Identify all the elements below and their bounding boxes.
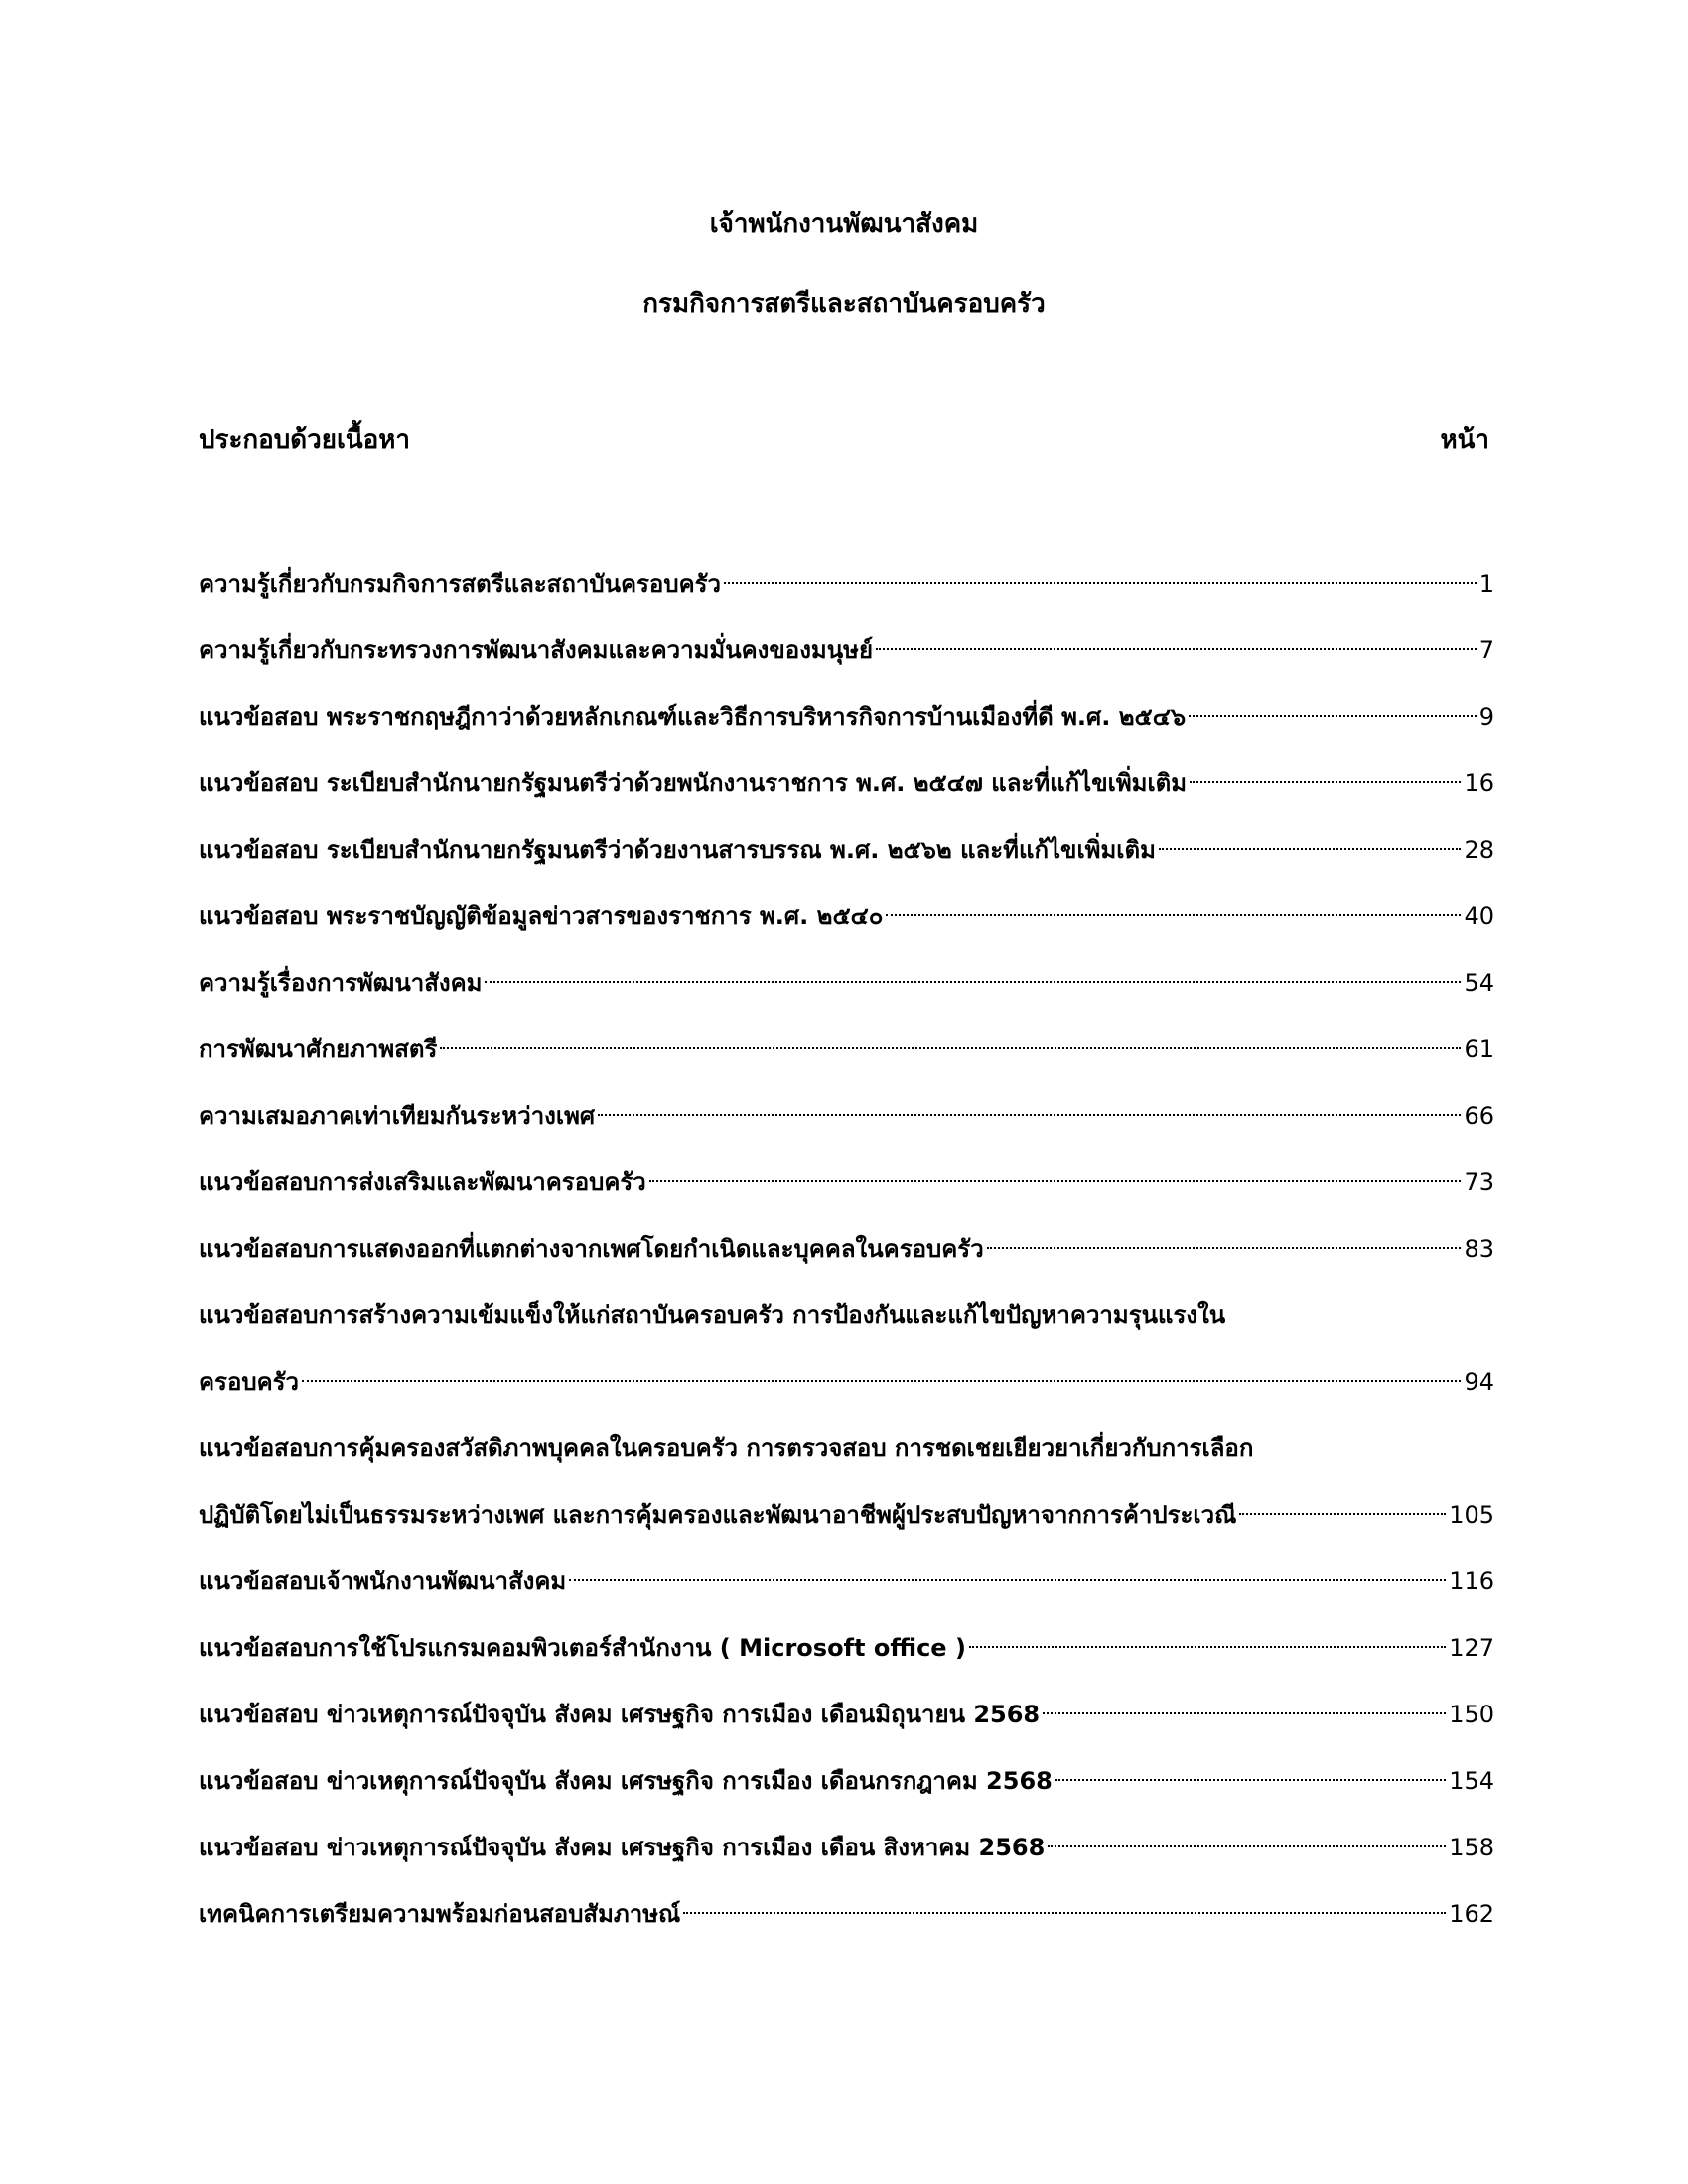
toc-entry-text: แนวข้อสอบการสร้างความเข้มแข็งให้แก่สถาบันครอบครัว การป้องกันและแก้ไขปัญหาความรุนแรงใน (199, 1301, 1226, 1329)
contents-label: ประกอบด้วยเนื้อหา (199, 424, 411, 455)
dot-leader (649, 1180, 1462, 1182)
toc-entry[interactable] (199, 551, 1494, 617)
toc-header (199, 419, 1489, 459)
toc-entry-text: แนวข้อสอบการคุ้มครองสวัสดิภาพบุคคลในครอบครัว การตรวจสอบ การชดเชยเยียวยาเกี่ยวกับการเลือก (199, 1434, 1254, 1462)
dot-leader (876, 648, 1477, 650)
toc-entry[interactable] (199, 1615, 1494, 1682)
page-label: หน้า (1440, 424, 1489, 455)
toc-entry-text: แนวข้อสอบ พระราชกฤษฎีกาว่าด้วยหลักเกณฑ์และวิธีการบริหารกิจการบ้านเมืองที่ดี พ.ศ. ๒๕๔๖ (199, 703, 1187, 731)
toc-entry-text: ครอบครัว (199, 1368, 300, 1396)
toc-page-number: 73 (1464, 1168, 1494, 1196)
toc-entry-text: แนวข้อสอบการส่งเสริมและพัฒนาครอบครัว (199, 1168, 646, 1196)
toc-page-number: 66 (1464, 1102, 1494, 1130)
toc-entry-text: ปฏิบัติโดยไม่เป็นธรรมระหว่างเพศ และการคุ้มครองและพัฒนาอาชีพผู้ประสบปัญหาจากการค้าประเวณี (199, 1501, 1237, 1529)
toc-entry[interactable] (199, 617, 1494, 684)
dot-leader (987, 1247, 1462, 1249)
dot-leader (598, 1114, 1461, 1116)
table-of-contents (199, 551, 1494, 1948)
toc-entry-text: แนวข้อสอบการแสดงออกที่แตกต่างจากเพศโดยกำเนิดและบุคคลในครอบครัว (199, 1235, 984, 1263)
dot-leader (1190, 781, 1461, 783)
toc-entry[interactable] (199, 1416, 1494, 1549)
toc-page-number: 7 (1478, 636, 1494, 664)
dot-leader (302, 1380, 1461, 1382)
dot-leader (440, 1047, 1461, 1049)
toc-page-number: 40 (1464, 902, 1494, 930)
toc-page-number: 61 (1464, 1035, 1494, 1063)
toc-entry[interactable] (199, 1283, 1494, 1416)
toc-entry-text: ความเสมอภาคเท่าเทียมกันระหว่างเพศ (199, 1102, 596, 1130)
toc-page-number: 150 (1449, 1701, 1494, 1728)
dot-leader (1048, 1845, 1446, 1847)
toc-page-number: 1 (1478, 570, 1494, 598)
toc-entry-text: การพัฒนาศักยภาพสตรี (199, 1035, 438, 1063)
toc-entry-text: แนวข้อสอบ ระเบียบสำนักนายกรัฐมนตรีว่าด้วยงานสารบรรณ พ.ศ. ๒๕๖๒ และที่แก้ไขเพิ่มเติม (199, 836, 1156, 864)
toc-entry[interactable] (199, 1083, 1494, 1150)
toc-page-number: 54 (1464, 969, 1494, 997)
dot-leader (569, 1579, 1446, 1581)
dot-leader (1159, 848, 1462, 850)
dot-leader (724, 582, 1477, 584)
toc-entry[interactable] (199, 950, 1494, 1017)
toc-page-number: 127 (1449, 1634, 1494, 1662)
toc-page-number: 154 (1449, 1767, 1494, 1795)
toc-entry-text: แนวข้อสอบ พระราชบัญญัติข้อมูลข่าวสารของราชการ พ.ศ. ๒๕๔๐ (199, 902, 884, 930)
toc-entry-text: ความรู้เกี่ยวกับกรมกิจการสตรีและสถาบันครอบครัว (199, 570, 721, 598)
toc-entry-text: แนวข้อสอบ ข่าวเหตุการณ์ปัจจุบัน สังคม เศรษฐกิจ การเมือง เดือน สิงหาคม 2568 (199, 1834, 1046, 1861)
toc-entry[interactable] (199, 1748, 1494, 1815)
toc-page-number: 83 (1464, 1235, 1494, 1263)
toc-entry[interactable] (199, 751, 1494, 817)
toc-page-number: 162 (1449, 1900, 1494, 1928)
toc-page-number: 16 (1464, 769, 1494, 797)
dot-leader (485, 981, 1461, 983)
toc-page-number: 9 (1478, 703, 1494, 731)
toc-entry[interactable] (199, 1216, 1494, 1283)
document-title: เจ้าพนักงานพัฒนาสังคม (709, 209, 979, 239)
toc-entry-text: แนวข้อสอบการใช้โปรแกรมคอมพิวเตอร์สำนักงาน ( Microsoft office ) (199, 1634, 966, 1662)
toc-page-number: 116 (1449, 1568, 1494, 1595)
toc-entry-text: แนวข้อสอบ ข่าวเหตุการณ์ปัจจุบัน สังคม เศรษฐกิจ การเมือง เดือนมิถุนายน 2568 (199, 1701, 1041, 1728)
toc-entry-text: ความรู้เรื่องการพัฒนาสังคม (199, 969, 483, 997)
toc-entry[interactable] (199, 1017, 1494, 1083)
toc-entry[interactable] (199, 684, 1494, 751)
dot-leader (886, 914, 1461, 916)
toc-page-number: 105 (1449, 1501, 1494, 1529)
dot-leader (1239, 1513, 1446, 1515)
toc-entry[interactable] (199, 1549, 1494, 1615)
toc-entry[interactable] (199, 1815, 1494, 1881)
dot-leader (683, 1912, 1446, 1914)
dot-leader (1189, 715, 1477, 717)
toc-entry-text: ความรู้เกี่ยวกับกระทรวงการพัฒนาสังคมและความมั่นคงของมนุษย์ (199, 636, 874, 664)
dot-leader (969, 1646, 1446, 1648)
document-subtitle: กรมกิจการสตรีและสถาบันครอบครัว (642, 289, 1046, 319)
toc-entry[interactable] (199, 1682, 1494, 1748)
toc-entry[interactable] (199, 1150, 1494, 1216)
toc-entry-text: แนวข้อสอบเจ้าพนักงานพัฒนาสังคม (199, 1568, 567, 1595)
toc-entry[interactable] (199, 1881, 1494, 1948)
toc-entry-text: แนวข้อสอบ ระเบียบสำนักนายกรัฐมนตรีว่าด้วยพนักงานราชการ พ.ศ. ๒๕๔๗ และที่แก้ไขเพิ่มเติม (199, 769, 1188, 797)
toc-entry-text: เทคนิคการเตรียมความพร้อมก่อนสอบสัมภาษณ์ (199, 1900, 681, 1928)
toc-entry-text: แนวข้อสอบ ข่าวเหตุการณ์ปัจจุบัน สังคม เศรษฐกิจ การเมือง เดือนกรกฎาคม 2568 (199, 1767, 1053, 1795)
toc-page-number: 94 (1464, 1368, 1494, 1396)
dot-leader (1055, 1779, 1446, 1781)
toc-page-number: 28 (1464, 836, 1494, 864)
toc-entry[interactable] (199, 884, 1494, 950)
dot-leader (1043, 1712, 1446, 1714)
toc-entry[interactable] (199, 817, 1494, 884)
toc-page-number: 158 (1449, 1834, 1494, 1861)
